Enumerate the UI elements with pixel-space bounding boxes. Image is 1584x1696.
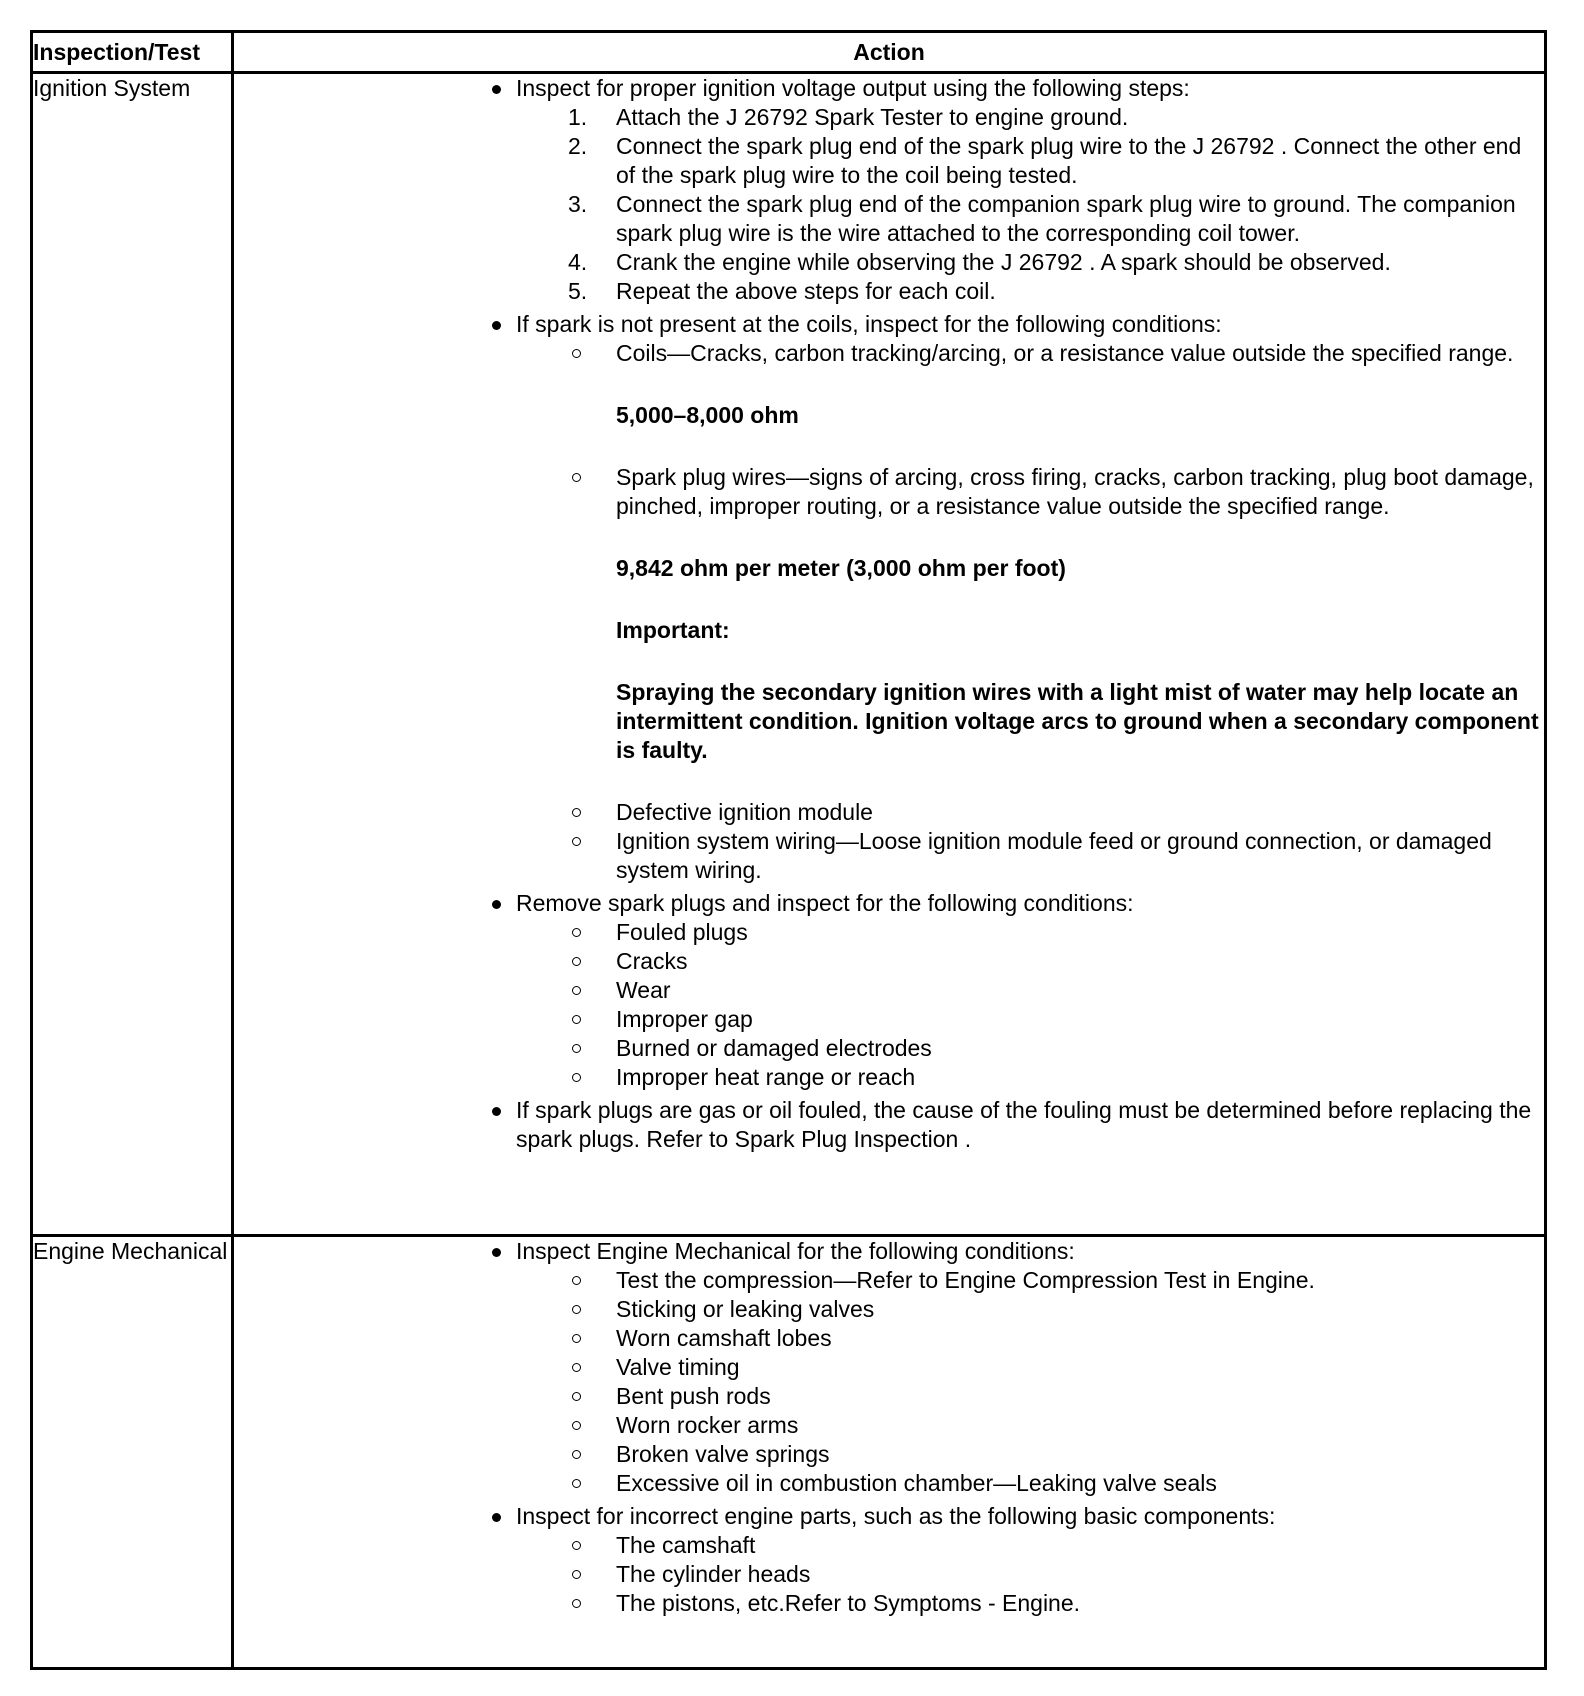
circle-bullet-icon xyxy=(572,957,581,966)
list-item xyxy=(516,277,1544,306)
circle-bullet-icon xyxy=(572,1421,581,1430)
circle-bullet-icon xyxy=(572,1599,581,1608)
wires-spec: 9,842 ohm per meter (3,000 ohm per foot) xyxy=(616,555,1066,581)
step-text: Repeat the above steps for each coil. xyxy=(616,278,996,304)
circle-bullet-icon xyxy=(572,1570,581,1579)
circle-bullet-icon xyxy=(572,1392,581,1401)
list-item xyxy=(516,463,1544,521)
steps-list xyxy=(516,103,1544,306)
list-item xyxy=(516,190,1544,248)
table-row-engine-mechanical xyxy=(32,1236,1546,1669)
list-item xyxy=(234,74,1544,306)
circle-bullet-icon xyxy=(572,1334,581,1343)
coils-spec: 5,000–8,000 ohm xyxy=(616,402,799,428)
condition-text: Bent push rods xyxy=(616,1383,771,1409)
bullet-text: If spark is not present at the coils, inspect for the following conditions: xyxy=(516,311,1222,337)
condition-text: Valve timing xyxy=(616,1354,740,1380)
condition-text: Burned or damaged electrodes xyxy=(616,1035,932,1061)
bullet-text: Inspect Engine Mechanical for the following conditions: xyxy=(516,1238,1075,1264)
condition-text: Sticking or leaking valves xyxy=(616,1296,875,1322)
list-item xyxy=(516,1469,1544,1498)
bullet-icon xyxy=(492,1513,501,1522)
list-item xyxy=(516,1063,1544,1092)
header-inspection-test: Inspection/Test xyxy=(32,32,233,73)
table-header-row xyxy=(32,32,1546,73)
circle-bullet-icon xyxy=(572,1073,581,1082)
circle-bullet-icon xyxy=(572,1479,581,1488)
condition-text: Worn rocker arms xyxy=(616,1412,799,1438)
list-item xyxy=(516,1382,1544,1411)
step-text: Crank the engine while observing the J 26792 . A spark should be observed. xyxy=(616,249,1391,275)
condition-text: Coils—Cracks, carbon tracking/arcing, or a resistance value outside the specified range. xyxy=(616,340,1514,366)
list-item xyxy=(516,827,1544,885)
conditions-list xyxy=(516,798,1544,885)
list-item xyxy=(516,1295,1544,1324)
circle-bullet-icon xyxy=(572,1015,581,1024)
row-action-engine-mechanical xyxy=(233,1236,1546,1669)
list-item xyxy=(516,339,1544,368)
plug-conditions-list xyxy=(516,918,1544,1092)
ignition-bullet-list xyxy=(234,74,1544,1154)
row-action-ignition-system xyxy=(233,73,1546,1236)
condition-text: The pistons, etc.Refer to Symptoms - Engine. xyxy=(616,1590,1081,1616)
circle-bullet-icon xyxy=(572,808,581,817)
condition-text: Fouled plugs xyxy=(616,919,748,945)
list-item xyxy=(516,947,1544,976)
list-item xyxy=(516,1353,1544,1382)
step-number: 3. xyxy=(568,191,588,217)
list-item xyxy=(516,918,1544,947)
condition-text: Defective ignition module xyxy=(616,799,873,825)
circle-bullet-icon xyxy=(572,1044,581,1053)
condition-text: Test the compression—Refer to Engine Compression Test in Engine. xyxy=(616,1267,1315,1293)
condition-text: Spark plug wires—signs of arcing, cross firing, cracks, carbon tracking, plug boot damage, pinched, improper routing, or a resistance value outside the specified range. xyxy=(616,464,1534,519)
condition-text: Improper heat range or reach xyxy=(616,1064,916,1090)
bullet-text: Inspect for incorrect engine parts, such as the following basic components: xyxy=(516,1503,1276,1529)
circle-bullet-icon xyxy=(572,1305,581,1314)
step-text: Connect the spark plug end of the companion spark plug wire to ground. The companion spark plug wire is the wire attached to the corresponding coil tower. xyxy=(616,191,1516,246)
header-action: Action xyxy=(233,32,1546,73)
list-item xyxy=(234,1502,1544,1618)
condition-text: Improper gap xyxy=(616,1006,753,1032)
bullet-icon xyxy=(492,900,501,909)
list-item xyxy=(234,310,1544,885)
list-item xyxy=(516,1034,1544,1063)
step-number: 4. xyxy=(568,249,588,275)
engine-bullet-list xyxy=(234,1237,1544,1618)
step-text: Connect the spark plug end of the spark plug wire to the J 26792 . Connect the other end of the spark plug wire to the coil being tested. xyxy=(616,133,1522,188)
circle-bullet-icon xyxy=(572,1450,581,1459)
list-item xyxy=(516,1005,1544,1034)
list-item xyxy=(516,1560,1544,1589)
list-item xyxy=(516,103,1544,132)
conditions-list xyxy=(516,463,1544,521)
circle-bullet-icon xyxy=(572,928,581,937)
circle-bullet-icon xyxy=(572,986,581,995)
list-item xyxy=(516,1411,1544,1440)
step-number: 1. xyxy=(568,104,588,130)
condition-text: The camshaft xyxy=(616,1532,756,1558)
row-label-ignition-system: Ignition System xyxy=(32,73,233,1236)
condition-text: Wear xyxy=(616,977,671,1003)
condition-text: Worn camshaft lobes xyxy=(616,1325,832,1351)
circle-bullet-icon xyxy=(572,349,581,358)
diagnosis-table xyxy=(30,30,1547,1670)
circle-bullet-icon xyxy=(572,837,581,846)
bullet-icon xyxy=(492,1248,501,1257)
list-item xyxy=(516,1440,1544,1469)
step-number: 2. xyxy=(568,133,588,159)
step-text: Attach the J 26792 Spark Tester to engine ground. xyxy=(616,104,1129,130)
engine-parts-list xyxy=(516,1531,1544,1618)
list-item xyxy=(516,1324,1544,1353)
bullet-text: Remove spark plugs and inspect for the following conditions: xyxy=(516,890,1134,916)
bullet-icon xyxy=(492,1107,501,1116)
important-text: Spraying the secondary ignition wires with a light mist of water may help locate an intermittent condition. Ignition voltage arcs to ground when a secondary component is faulty. xyxy=(616,679,1539,763)
list-item xyxy=(516,132,1544,190)
condition-text: Ignition system wiring—Loose ignition module feed or ground connection, or damaged system wiring. xyxy=(616,828,1492,883)
bullet-icon xyxy=(492,321,501,330)
condition-text: Excessive oil in combustion chamber—Leaking valve seals xyxy=(616,1470,1217,1496)
table-row-ignition-system xyxy=(32,73,1546,1236)
step-number: 5. xyxy=(568,278,588,304)
list-item xyxy=(516,1266,1544,1295)
list-item xyxy=(516,248,1544,277)
bullet-text: If spark plugs are gas or oil fouled, the cause of the fouling must be determined before replacing the spark plugs. Refer to Spark Plug Inspection . xyxy=(516,1097,1532,1152)
circle-bullet-icon xyxy=(572,1276,581,1285)
circle-bullet-icon xyxy=(572,473,581,482)
list-item xyxy=(516,1531,1544,1560)
bullet-icon xyxy=(492,85,501,94)
list-item xyxy=(234,1096,1544,1154)
list-item xyxy=(516,798,1544,827)
conditions-list xyxy=(516,339,1544,368)
list-item xyxy=(234,1237,1544,1498)
circle-bullet-icon xyxy=(572,1541,581,1550)
condition-text: Cracks xyxy=(616,948,688,974)
engine-conditions-list xyxy=(516,1266,1544,1498)
condition-text: Broken valve springs xyxy=(616,1441,830,1467)
condition-text: The cylinder heads xyxy=(616,1561,811,1587)
important-label: Important: xyxy=(616,617,730,643)
bullet-text: Inspect for proper ignition voltage output using the following steps: xyxy=(516,75,1190,101)
list-item xyxy=(516,976,1544,1005)
list-item xyxy=(516,1589,1544,1618)
list-item xyxy=(234,889,1544,1092)
circle-bullet-icon xyxy=(572,1363,581,1372)
row-label-engine-mechanical: Engine Mechanical xyxy=(32,1236,233,1669)
